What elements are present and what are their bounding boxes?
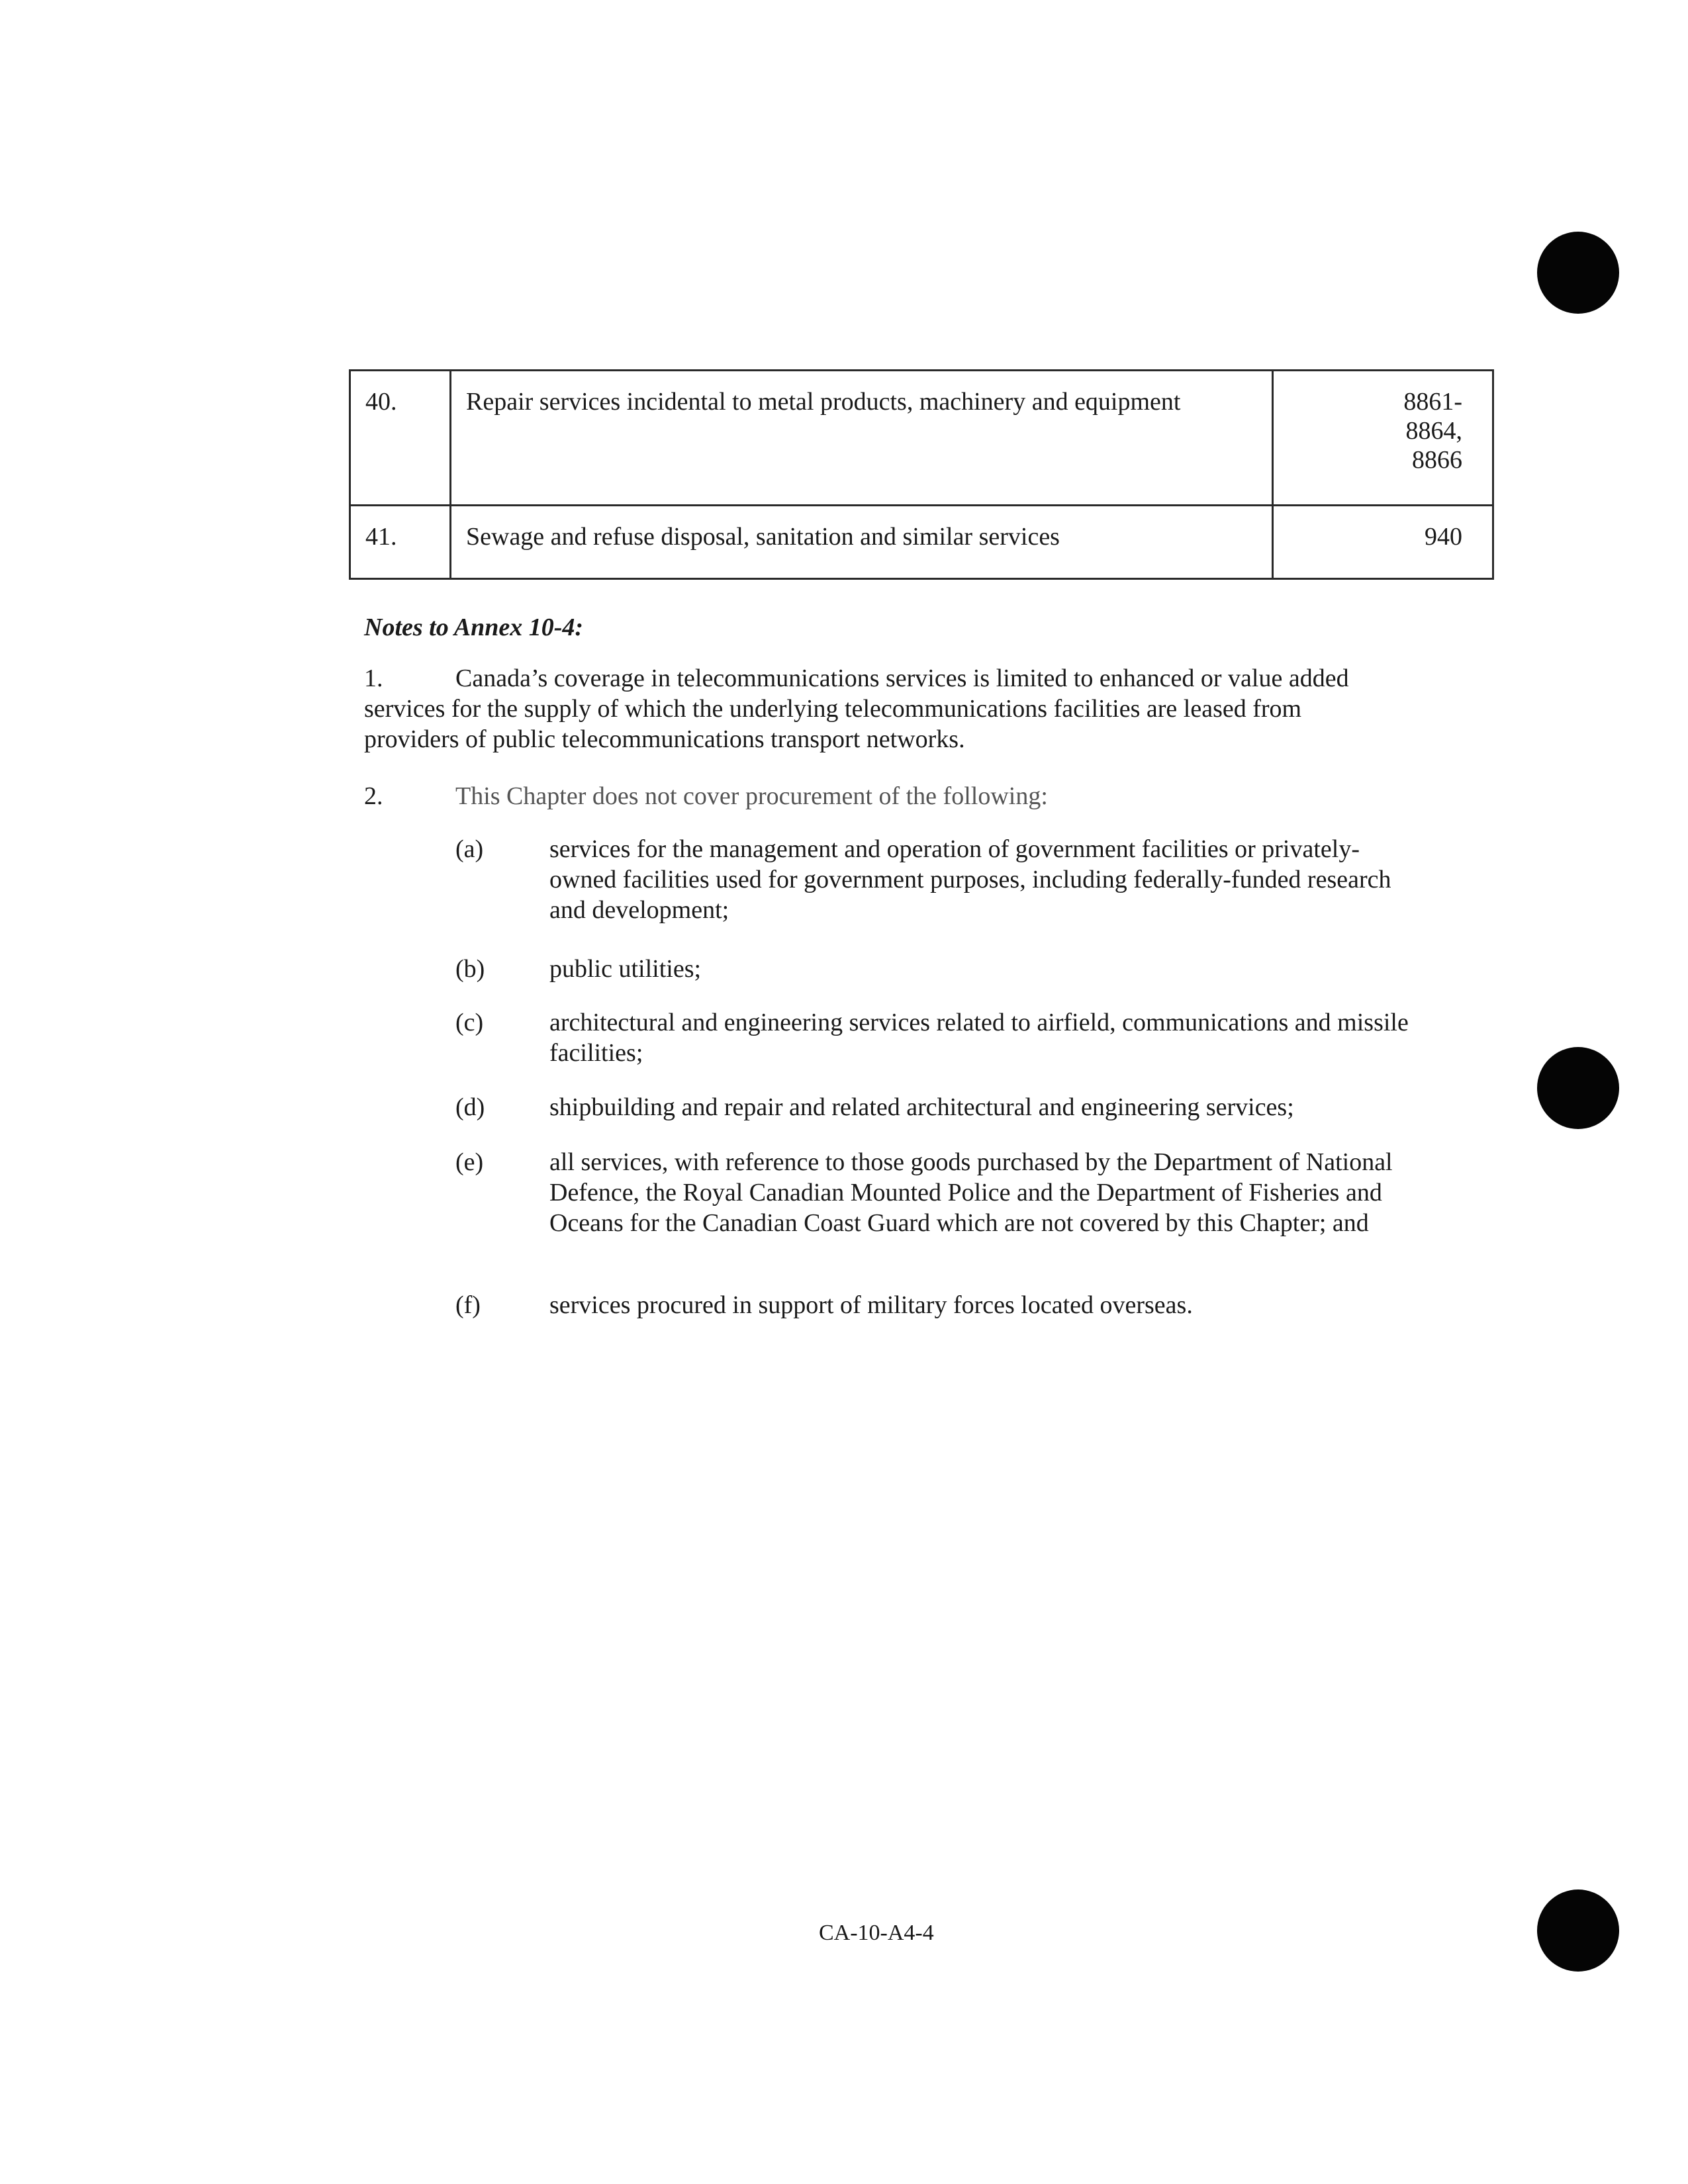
punch-hole-middle: [1537, 1047, 1619, 1129]
punch-hole-bottom: [1537, 1889, 1619, 1972]
item-text: services procured in support of military forces located overseas.: [549, 1291, 1193, 1319]
row-code: 8864,: [1405, 417, 1462, 445]
table-row: [350, 371, 1493, 506]
item-label: (e): [455, 1148, 484, 1176]
item-label: (d): [455, 1093, 485, 1121]
row-code: 8861-: [1403, 388, 1462, 416]
item-text: public utilities;: [549, 955, 702, 983]
row-codes: [1273, 371, 1493, 506]
punch-hole-top: [1537, 232, 1619, 314]
row-codes: [1273, 506, 1493, 579]
table-row: [350, 506, 1493, 579]
row-number: 40.: [350, 371, 451, 506]
row-number: 41.: [350, 506, 451, 579]
note-1: [364, 663, 1383, 754]
row-description: Repair services incidental to metal products, machinery and equipment: [451, 371, 1273, 506]
item-label: (c): [455, 1009, 484, 1036]
row-code: 940: [1425, 523, 1462, 551]
item-label: (a): [455, 835, 484, 863]
note-text: This Chapter does not cover procurement of the following:: [455, 782, 1048, 810]
note-text: Canada’s coverage in telecommunications services is limited to enhanced or value added services for the supply of which the underlying telecommunications facilities are leased from providers of public telecommunications transport networks.: [364, 664, 1349, 753]
item-label: (f): [455, 1291, 481, 1319]
notes-heading: Notes to Annex 10-4:: [364, 614, 584, 641]
note-number: 2.: [364, 782, 383, 810]
row-description: Sewage and refuse disposal, sanitation and similar services: [451, 506, 1273, 579]
note-2: [364, 781, 1048, 811]
item-label: (b): [455, 955, 485, 983]
item-text: shipbuilding and repair and related architectural and engineering services;: [549, 1093, 1294, 1121]
note-number: 1.: [364, 664, 383, 692]
page-footer: CA-10-A4-4: [819, 1921, 934, 1945]
services-table: [349, 369, 1494, 580]
item-text: all services, with reference to those goods purchased by the Department of National Defence, the Royal Canadian Mounted Police and the Department of Fisheries and Oceans for the Canadian Coast Guard which are not covered by this Chapter; and: [549, 1148, 1393, 1237]
item-text: services for the management and operation of government facilities or privately-owned facilities used for government purposes, including federally-funded research and development;: [549, 835, 1391, 924]
item-text: architectural and engineering services related to airfield, communications and missile facilities;: [549, 1009, 1409, 1067]
row-code: 8866: [1412, 446, 1462, 474]
